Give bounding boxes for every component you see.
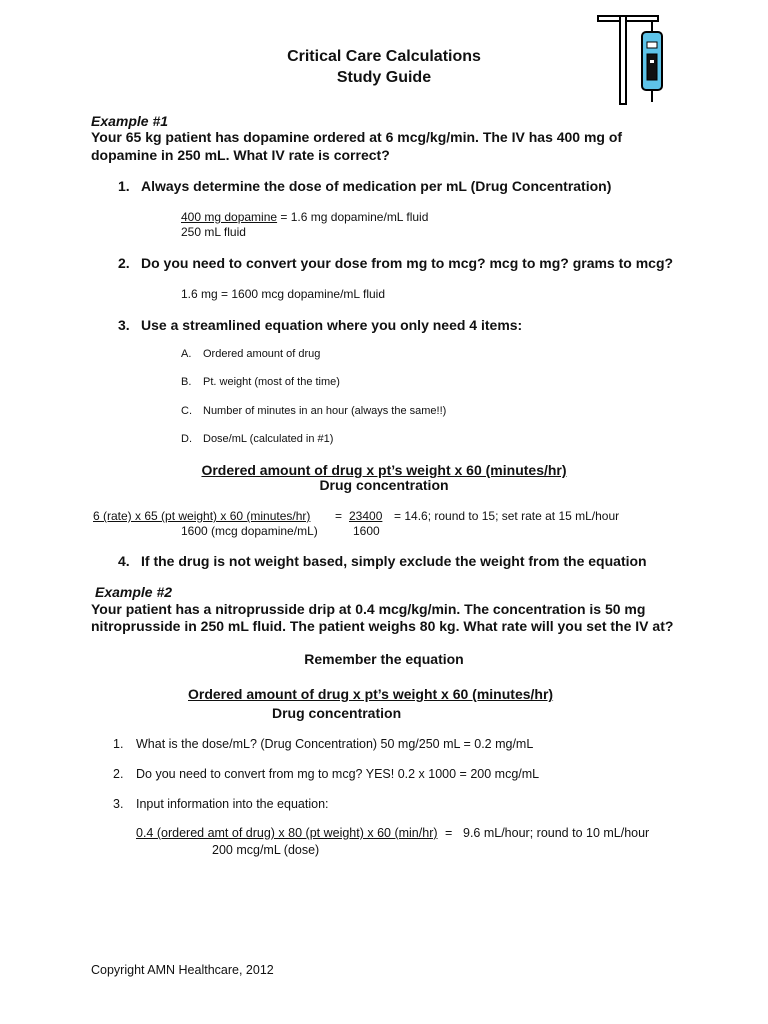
step1-denominator: 250 mL fluid bbox=[181, 225, 246, 239]
ex2-step-text: Input information into the equation: bbox=[136, 797, 329, 811]
worked1-numerator bbox=[93, 509, 310, 523]
step3-item-text: Pt. weight (most of the time) bbox=[203, 376, 340, 388]
step3-text: Use a streamlined equation where you only need 4 items: bbox=[141, 317, 523, 333]
page-title: Critical Care Calculations bbox=[287, 48, 481, 65]
worked1-mid-numerator bbox=[349, 509, 382, 523]
ex2-step-text: What is the dose/mL? (Drug Concentration) 50 mg/250 mL = 0.2 mg/mL bbox=[136, 737, 534, 751]
worked1-equals: = bbox=[335, 509, 343, 523]
example1-problem-line2: dopamine in 250 mL. What IV rate is correct? bbox=[91, 147, 390, 163]
worked1-mid-denominator: 1600 bbox=[353, 524, 380, 538]
copyright-footer: Copyright AMN Healthcare, 2012 bbox=[91, 963, 274, 977]
step2-number: 2. bbox=[118, 255, 130, 271]
worked2-numerator-text: 0.4 (ordered amt of drug) x 80 (pt weight) x 60 (min/hr) bbox=[136, 826, 438, 840]
worked2-equals: = bbox=[445, 826, 453, 840]
equation2-numerator bbox=[188, 686, 553, 702]
example1-problem-line1: Your 65 kg patient has dopamine ordered at 6 mcg/kg/min. The IV has 400 mg of bbox=[91, 129, 623, 145]
worked1-result: = 14.6; round to 15; set rate at 15 mL/hour bbox=[394, 509, 620, 523]
equation1-numerator-text: Ordered amount of drug x pt’s weight x 60 (minutes/hr) bbox=[201, 462, 567, 478]
worked1-denominator: 1600 (mcg dopamine/mL) bbox=[181, 524, 318, 538]
worked2-denominator: 200 mcg/mL (dose) bbox=[212, 843, 320, 857]
step2-text: Do you need to convert your dose from mg to mcg? mcg to mg? grams to mcg? bbox=[141, 255, 674, 271]
step3-item-text: Ordered amount of drug bbox=[203, 348, 321, 360]
step3-item-letter: A. bbox=[181, 348, 192, 360]
step3-number: 3. bbox=[118, 317, 130, 333]
ex2-step-text: Do you need to convert from mg to mcg? YES! 0.2 x 1000 = 200 mcg/mL bbox=[136, 767, 540, 781]
page-subtitle: Study Guide bbox=[336, 69, 432, 86]
example2-problem-line1: Your patient has a nitroprusside drip at 0.4 mcg/kg/min. The concentration is 50 mg bbox=[91, 601, 646, 617]
step1-result: = 1.6 mg dopamine/mL fluid bbox=[277, 210, 429, 224]
equation1-denominator: Drug concentration bbox=[319, 477, 449, 493]
remember-heading: Remember the equation bbox=[304, 651, 464, 667]
step1-number: 1. bbox=[118, 178, 130, 194]
ex2-step-number: 3. bbox=[113, 797, 124, 811]
step4-number: 4. bbox=[118, 553, 130, 569]
step3-item-text: Number of minutes in an hour (always the same!!) bbox=[203, 405, 447, 417]
example1-label: Example #1 bbox=[91, 113, 169, 129]
equation2-denominator: Drug concentration bbox=[272, 705, 402, 721]
step1-numerator: 400 mg dopamine bbox=[181, 210, 278, 224]
step4-text: If the drug is not weight based, simply exclude the weight from the equation bbox=[141, 553, 647, 569]
step1-text: Always determine the dose of medication per mL (Drug Concentration) bbox=[141, 178, 612, 194]
worked2-result: 9.6 mL/hour; round to 10 mL/hour bbox=[463, 826, 650, 840]
step3-item-letter: B. bbox=[181, 376, 192, 388]
iv-bag-pole-icon bbox=[596, 12, 666, 106]
ex2-step-number: 2. bbox=[113, 767, 124, 781]
step1-fraction bbox=[181, 210, 428, 224]
step3-item-letter: C. bbox=[181, 405, 192, 417]
ex2-step-number: 1. bbox=[113, 737, 124, 751]
equation1-numerator bbox=[0, 462, 768, 478]
step3-item-letter: D. bbox=[181, 433, 192, 445]
worked2-numerator bbox=[136, 826, 438, 840]
worked1-numerator-text: 6 (rate) x 65 (pt weight) x 60 (minutes/hr) bbox=[93, 509, 311, 523]
example2-problem-line2: nitroprusside in 250 mL fluid. The patient weighs 80 kg. What rate will you set the IV at? bbox=[91, 618, 674, 634]
worked1-mid-numerator-text: 23400 bbox=[349, 509, 383, 523]
step3-item-text: Dose/mL (calculated in #1) bbox=[203, 433, 334, 445]
equation2-numerator-text: Ordered amount of drug x pt’s weight x 60 (minutes/hr) bbox=[188, 686, 554, 702]
step2-detail: 1.6 mg = 1600 mcg dopamine/mL fluid bbox=[181, 287, 386, 301]
example2-label: Example #2 bbox=[95, 584, 173, 600]
